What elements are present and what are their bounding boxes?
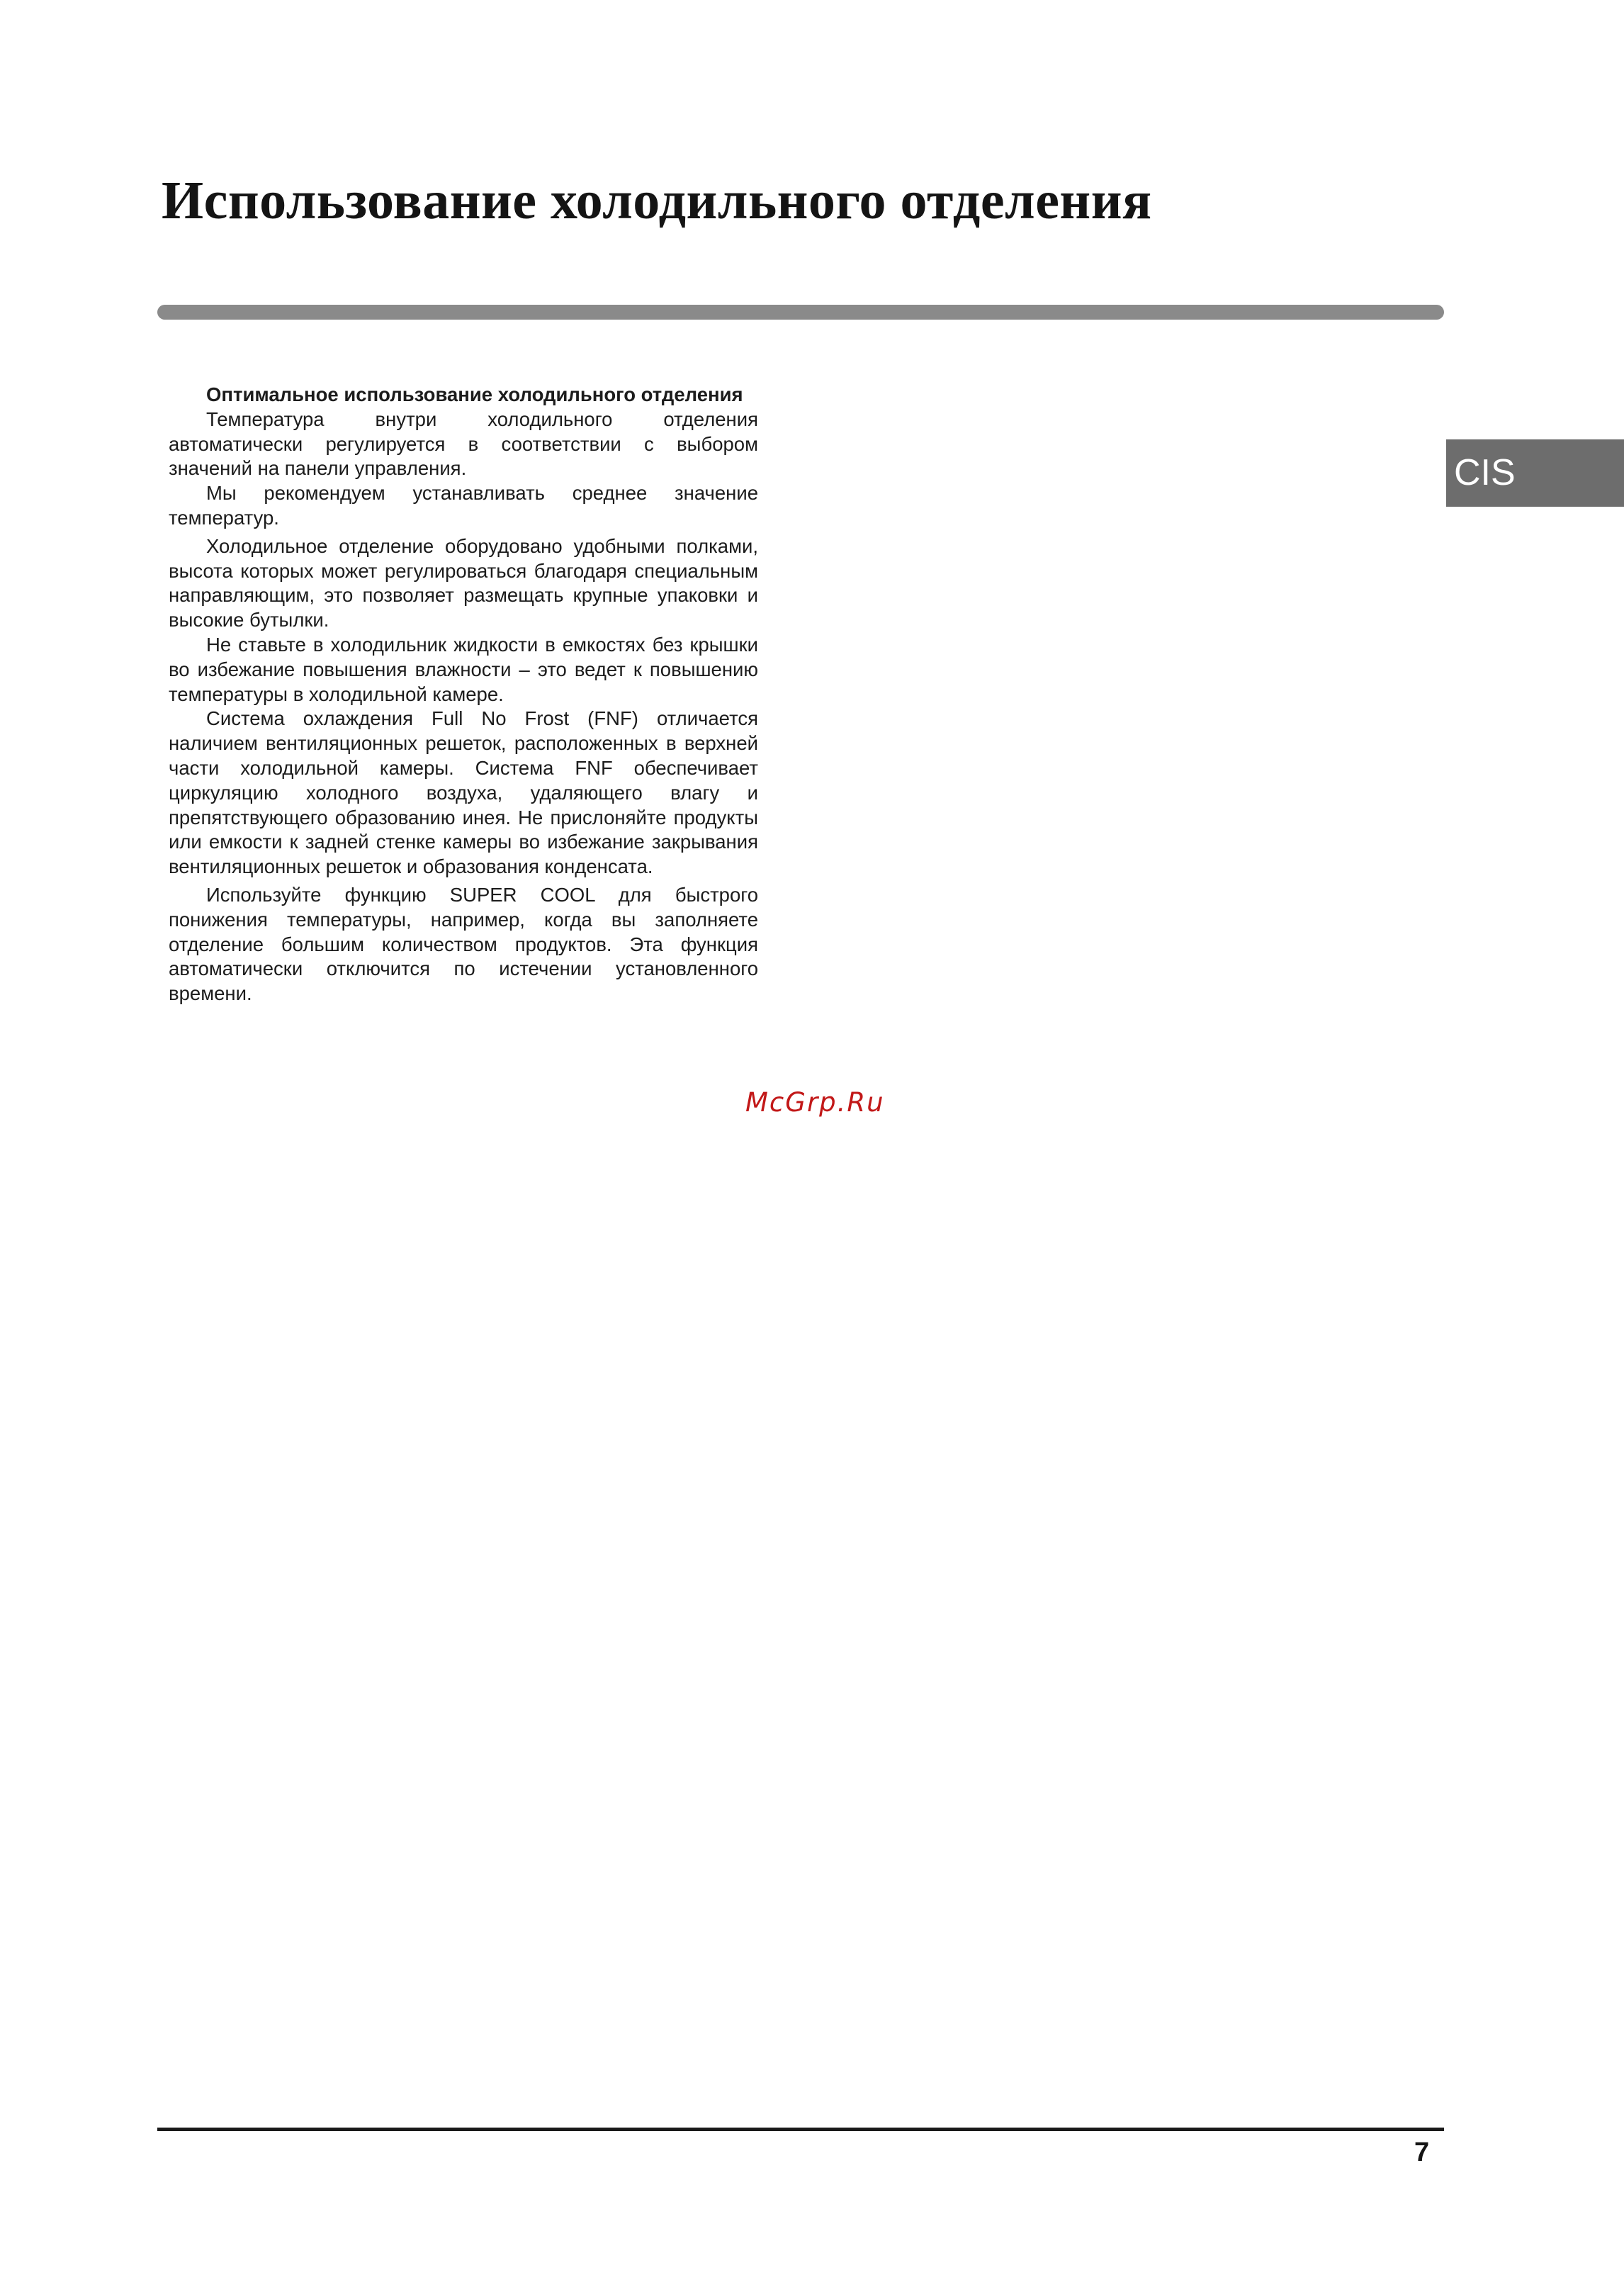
- paragraph: Не ставьте в холодильник жидкости в емкостях без крышки во избежание повышения влажности – это ведет к повышению температуры в холодильной камере.: [169, 633, 758, 705]
- paragraph: Система охлаждения Full No Frost (FNF) отличается наличием вентиляционных решеток, расположенных в верхней части холодильной камеры. Система FNF обеспечивает циркуляцию холодного воздуха, удаляющего влагу и препятствующего образованию инея. Не прислоняйте продукты или емкости к задней стенке камеры во избежание закрывания вентиляционных решеток и образования конденсата.: [169, 707, 758, 878]
- language-tab: CIS: [1446, 439, 1624, 507]
- section-heading: Оптимальное использование холодильного отделения: [206, 383, 743, 405]
- paragraph: Холодильное отделение оборудовано удобными полками, высота которых может регулироваться благодаря специальным направляющим, это позволяет размещать крупные упаковки и высокие бутылки.: [169, 534, 758, 631]
- watermark: McGrp.Ru: [745, 1087, 885, 1118]
- page-number: 7: [1414, 2137, 1430, 2167]
- paragraph: Мы рекомендуем устанавливать среднее значение температур.: [169, 482, 758, 529]
- page-title: Использование холодильного отделения: [162, 171, 1152, 230]
- text-column: [169, 383, 758, 1006]
- paragraph: Используйте функцию SUPER COOL для быстрого понижения температуры, например, когда вы заполняете отделение большим количеством продуктов. Эта функция автоматически отключится по истечении установленного времени.: [169, 883, 758, 1005]
- paragraph: Температура внутри холодильного отделения автоматически регулируется в соответствии с выбором значений на панели управления.: [169, 408, 758, 480]
- title-divider: [157, 305, 1444, 320]
- footer-divider: [157, 2128, 1444, 2131]
